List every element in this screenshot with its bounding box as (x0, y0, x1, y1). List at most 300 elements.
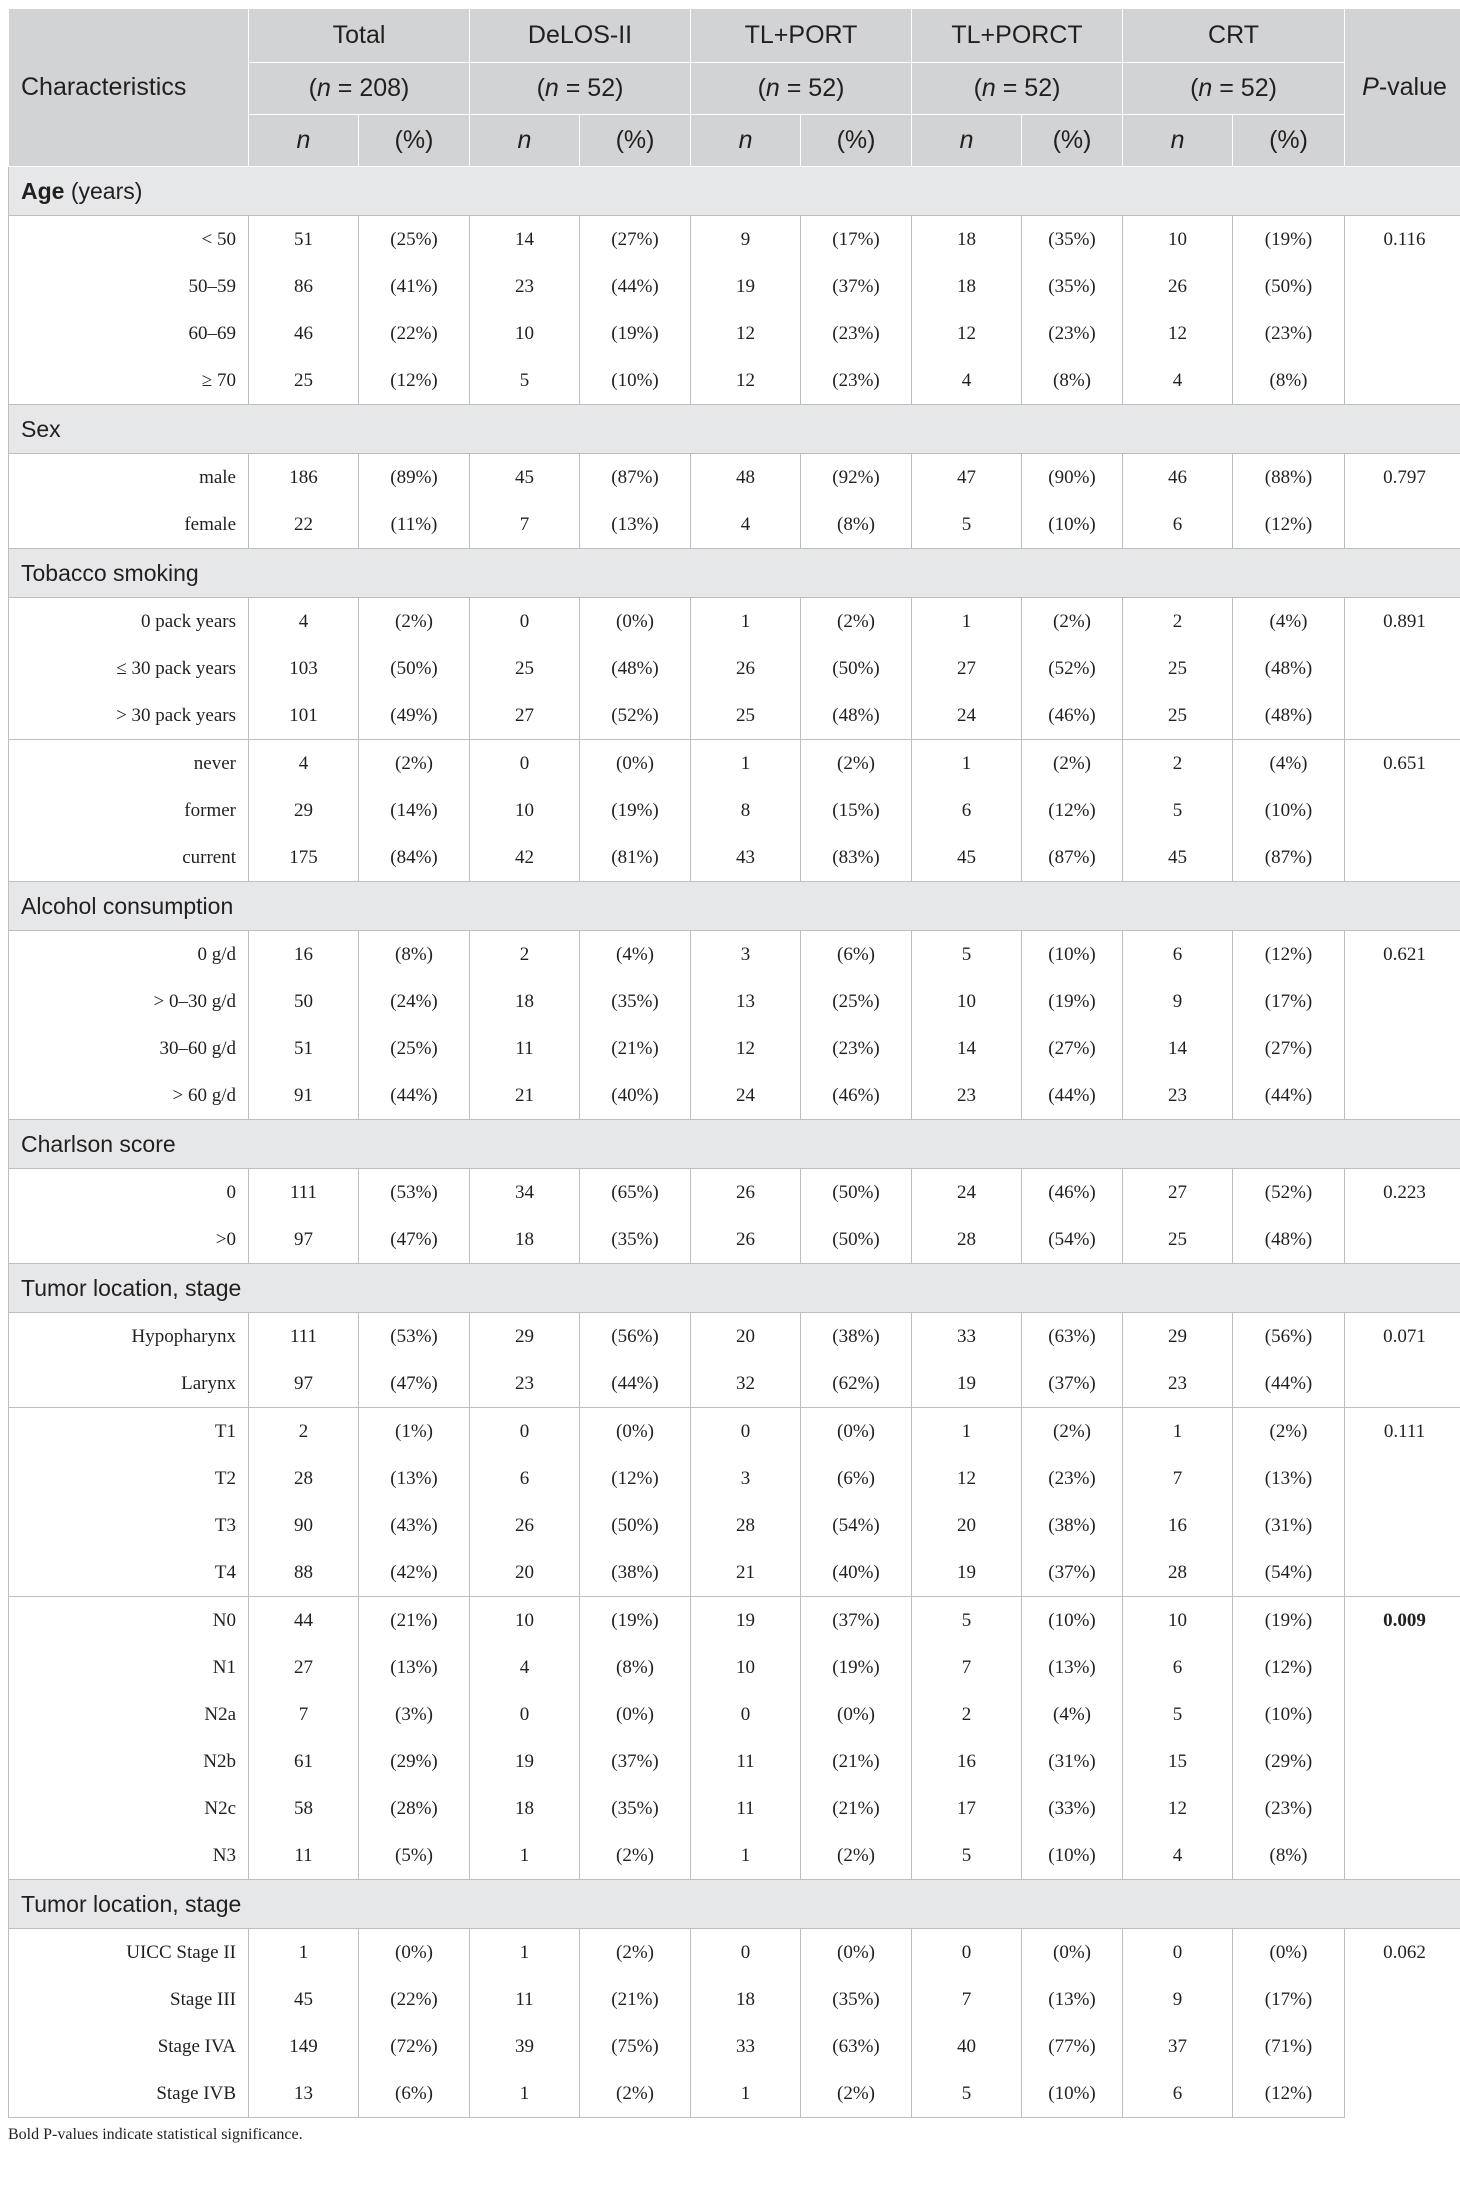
cell-percent: (6%) (359, 2070, 470, 2118)
cell-percent: (4%) (1233, 598, 1345, 646)
row-label: UICC Stage II (9, 1929, 249, 1977)
cell-percent: (37%) (580, 1738, 691, 1785)
cell-percent: (23%) (1233, 1785, 1345, 1832)
cell-percent: (2%) (801, 598, 912, 646)
row-label: female (9, 501, 249, 549)
cell-percent: (4%) (1022, 1691, 1123, 1738)
cell-percent: (21%) (580, 1025, 691, 1072)
table-row (9, 598, 1460, 646)
cell-percent: (12%) (359, 357, 470, 405)
header-characteristics: Characteristics (9, 9, 249, 167)
cell-count: 14 (470, 216, 580, 264)
cell-percent: (50%) (801, 1169, 912, 1217)
cell-count: 0 (470, 1408, 580, 1456)
cell-count: 46 (249, 310, 359, 357)
cell-count: 1 (691, 1832, 801, 1880)
cell-percent: (84%) (359, 834, 470, 882)
cell-percent: (48%) (801, 692, 912, 740)
cell-percent: (2%) (1022, 598, 1123, 646)
cell-percent: (31%) (1022, 1738, 1123, 1785)
cell-count: 3 (691, 931, 801, 979)
row-label: N3 (9, 1832, 249, 1880)
table-row (9, 1408, 1460, 1456)
section-title-text: (years) (64, 177, 143, 204)
row-label: ≥ 70 (9, 357, 249, 405)
cell-count: 12 (1123, 1785, 1233, 1832)
cell-percent: (40%) (580, 1072, 691, 1120)
cell-count: 11 (249, 1832, 359, 1880)
cell-count: 7 (249, 1691, 359, 1738)
table-row (9, 1025, 1460, 1072)
cell-count: 24 (691, 1072, 801, 1120)
cell-percent: (41%) (359, 263, 470, 310)
pvalue-rest: -value (1378, 73, 1447, 101)
cell-count: 4 (912, 357, 1022, 405)
cell-count: 46 (1123, 454, 1233, 502)
cell-percent: (13%) (1233, 1455, 1345, 1502)
cell-count: 25 (249, 357, 359, 405)
cell-percent: (12%) (1233, 501, 1345, 549)
cell-count: 103 (249, 645, 359, 692)
cell-percent: (2%) (580, 1929, 691, 1977)
row-label: former (9, 787, 249, 834)
cell-count: 101 (249, 692, 359, 740)
cell-pvalue: 0.009 (1345, 1597, 1460, 1880)
cell-count: 88 (249, 1549, 359, 1597)
section-header-row (9, 882, 1460, 931)
table-row (9, 263, 1460, 310)
cell-percent: (12%) (1022, 787, 1123, 834)
cell-count: 12 (691, 357, 801, 405)
table-row (9, 310, 1460, 357)
table-header (9, 9, 1460, 167)
table-row (9, 1169, 1460, 1217)
cell-percent: (37%) (801, 1597, 912, 1645)
cell-percent: (29%) (359, 1738, 470, 1785)
cell-count: 47 (912, 454, 1022, 502)
cell-percent: (19%) (1022, 978, 1123, 1025)
section-title-text: Alcohol consumption (21, 892, 234, 919)
cell-count: 25 (1123, 1216, 1233, 1264)
cell-count: 97 (249, 1216, 359, 1264)
cell-count: 21 (470, 1072, 580, 1120)
cell-count: 1 (912, 598, 1022, 646)
cell-count: 13 (249, 2070, 359, 2118)
table-row (9, 1072, 1460, 1120)
cell-percent: (10%) (1233, 787, 1345, 834)
cell-count: 16 (1123, 1502, 1233, 1549)
cell-count: 32 (691, 1360, 801, 1408)
cell-percent: (35%) (580, 1216, 691, 1264)
table-row (9, 740, 1460, 788)
cell-percent: (19%) (580, 1597, 691, 1645)
cell-count: 111 (249, 1313, 359, 1361)
cell-percent: (10%) (1022, 931, 1123, 979)
row-label: N0 (9, 1597, 249, 1645)
cell-count: 1 (691, 740, 801, 788)
cell-pvalue: 0.621 (1345, 931, 1460, 1120)
cell-count: 51 (249, 216, 359, 264)
cell-count: 1 (470, 1832, 580, 1880)
header-group-tlport: TL+PORT (691, 9, 912, 63)
row-label: 0 pack years (9, 598, 249, 646)
cell-percent: (10%) (1022, 1832, 1123, 1880)
cell-percent: (14%) (359, 787, 470, 834)
cell-count: 5 (912, 1832, 1022, 1880)
cell-count: 11 (691, 1738, 801, 1785)
cell-percent: (6%) (801, 1455, 912, 1502)
header-n-tlport: (n = 52) (691, 63, 912, 115)
cell-count: 1 (1123, 1408, 1233, 1456)
cell-percent: (92%) (801, 454, 912, 502)
cell-percent: (0%) (580, 740, 691, 788)
cell-percent: (75%) (580, 2023, 691, 2070)
table-row (9, 692, 1460, 740)
cell-count: 19 (691, 263, 801, 310)
cell-count: 19 (912, 1360, 1022, 1408)
cell-count: 45 (1123, 834, 1233, 882)
cell-count: 37 (1123, 2023, 1233, 2070)
cell-count: 28 (912, 1216, 1022, 1264)
cell-count: 0 (691, 1408, 801, 1456)
cell-percent: (48%) (1233, 645, 1345, 692)
cell-count: 20 (691, 1313, 801, 1361)
cell-percent: (0%) (1022, 1929, 1123, 1977)
cell-count: 26 (1123, 263, 1233, 310)
section-title (9, 1120, 1460, 1169)
cell-count: 26 (691, 1169, 801, 1217)
cell-count: 20 (912, 1502, 1022, 1549)
cell-count: 9 (1123, 1976, 1233, 2023)
table-row (9, 1549, 1460, 1597)
cell-percent: (87%) (580, 454, 691, 502)
header-pct-col: (%) (1233, 115, 1345, 167)
cell-count: 5 (470, 357, 580, 405)
cell-percent: (37%) (1022, 1360, 1123, 1408)
cell-percent: (24%) (359, 978, 470, 1025)
header-n-crt: (n = 52) (1123, 63, 1345, 115)
section-header-row (9, 549, 1460, 598)
cell-percent: (46%) (801, 1072, 912, 1120)
cell-percent: (0%) (801, 1691, 912, 1738)
section-title-text: Charlson score (21, 1130, 176, 1157)
section-header-row (9, 405, 1460, 454)
cell-count: 23 (912, 1072, 1022, 1120)
section-title (9, 405, 1460, 454)
cell-count: 7 (470, 501, 580, 549)
cell-count: 2 (249, 1408, 359, 1456)
cell-percent: (72%) (359, 2023, 470, 2070)
cell-count: 6 (1123, 2070, 1233, 2118)
cell-count: 7 (912, 1976, 1022, 2023)
cell-percent: (47%) (359, 1216, 470, 1264)
cell-percent: (2%) (801, 740, 912, 788)
cell-count: 20 (470, 1549, 580, 1597)
cell-count: 4 (249, 740, 359, 788)
cell-percent: (88%) (1233, 454, 1345, 502)
cell-count: 5 (912, 1597, 1022, 1645)
cell-count: 5 (1123, 787, 1233, 834)
cell-count: 9 (1123, 978, 1233, 1025)
cell-count: 16 (912, 1738, 1022, 1785)
table-row (9, 1738, 1460, 1785)
cell-pvalue: 0.651 (1345, 740, 1460, 882)
cell-count: 19 (470, 1738, 580, 1785)
cell-count: 24 (912, 1169, 1022, 1217)
cell-count: 0 (912, 1929, 1022, 1977)
cell-percent: (52%) (580, 692, 691, 740)
footnote: Bold P-values indicate statistical significance. (8, 2126, 303, 2143)
cell-count: 45 (470, 454, 580, 502)
row-label: 30–60 g/d (9, 1025, 249, 1072)
cell-count: 16 (249, 931, 359, 979)
cell-count: 33 (912, 1313, 1022, 1361)
cell-percent: (52%) (1022, 645, 1123, 692)
section-title (9, 882, 1460, 931)
cell-percent: (4%) (580, 931, 691, 979)
cell-percent: (0%) (1233, 1929, 1345, 1977)
cell-percent: (23%) (801, 1025, 912, 1072)
cell-count: 42 (470, 834, 580, 882)
cell-count: 40 (912, 2023, 1022, 2070)
cell-count: 7 (1123, 1455, 1233, 1502)
cell-percent: (2%) (801, 2070, 912, 2118)
cell-percent: (46%) (1022, 1169, 1123, 1217)
header-pct-col: (%) (801, 115, 912, 167)
table-row (9, 1360, 1460, 1408)
cell-percent: (44%) (359, 1072, 470, 1120)
cell-percent: (10%) (1022, 501, 1123, 549)
cell-percent: (62%) (801, 1360, 912, 1408)
row-label: Stage III (9, 1976, 249, 2023)
cell-count: 1 (691, 2070, 801, 2118)
row-label: current (9, 834, 249, 882)
cell-percent: (40%) (801, 1549, 912, 1597)
cell-count: 149 (249, 2023, 359, 2070)
cell-count: 4 (1123, 357, 1233, 405)
cell-count: 12 (1123, 310, 1233, 357)
cell-percent: (5%) (359, 1832, 470, 1880)
cell-percent: (17%) (1233, 978, 1345, 1025)
cell-percent: (13%) (359, 1455, 470, 1502)
cell-count: 2 (912, 1691, 1022, 1738)
cell-percent: (4%) (1233, 740, 1345, 788)
table-row (9, 787, 1460, 834)
cell-count: 0 (691, 1929, 801, 1977)
row-label: N2c (9, 1785, 249, 1832)
header-n-col: n (691, 115, 801, 167)
cell-percent: (49%) (359, 692, 470, 740)
header-group-delos: DeLOS-II (470, 9, 691, 63)
cell-percent: (54%) (1022, 1216, 1123, 1264)
header-group-crt: CRT (1123, 9, 1345, 63)
cell-count: 12 (912, 1455, 1022, 1502)
cell-count: 11 (470, 1025, 580, 1072)
row-label: < 50 (9, 216, 249, 264)
cell-percent: (87%) (1022, 834, 1123, 882)
cell-count: 23 (1123, 1072, 1233, 1120)
cell-count: 10 (912, 978, 1022, 1025)
header-pct-col: (%) (1022, 115, 1123, 167)
header-pct-col: (%) (359, 115, 470, 167)
cell-percent: (87%) (1233, 834, 1345, 882)
cell-percent: (0%) (580, 598, 691, 646)
cell-percent: (10%) (1022, 2070, 1123, 2118)
cell-count: 27 (249, 1644, 359, 1691)
cell-count: 5 (912, 2070, 1022, 2118)
characteristics-table (8, 8, 1460, 2118)
table-row (9, 1691, 1460, 1738)
row-label: Hypopharynx (9, 1313, 249, 1361)
cell-count: 29 (470, 1313, 580, 1361)
cell-count: 0 (470, 740, 580, 788)
cell-percent: (50%) (580, 1502, 691, 1549)
cell-count: 18 (912, 216, 1022, 264)
cell-count: 6 (1123, 1644, 1233, 1691)
cell-count: 1 (912, 740, 1022, 788)
cell-count: 27 (470, 692, 580, 740)
cell-percent: (2%) (1233, 1408, 1345, 1456)
cell-percent: (3%) (359, 1691, 470, 1738)
table-row (9, 1455, 1460, 1502)
cell-count: 12 (691, 310, 801, 357)
cell-percent: (27%) (580, 216, 691, 264)
cell-percent: (10%) (1233, 1691, 1345, 1738)
cell-count: 39 (470, 2023, 580, 2070)
cell-pvalue: 0.071 (1345, 1313, 1460, 1408)
cell-count: 6 (1123, 501, 1233, 549)
cell-percent: (65%) (580, 1169, 691, 1217)
section-title (9, 1880, 1460, 1929)
section-title-text: Sex (21, 415, 61, 442)
cell-count: 175 (249, 834, 359, 882)
cell-count: 1 (691, 598, 801, 646)
cell-percent: (56%) (580, 1313, 691, 1361)
cell-count: 21 (691, 1549, 801, 1597)
section-title-text: Tobacco smoking (21, 559, 199, 586)
cell-percent: (25%) (359, 1025, 470, 1072)
cell-count: 22 (249, 501, 359, 549)
cell-percent: (8%) (1233, 1832, 1345, 1880)
cell-percent: (35%) (801, 1976, 912, 2023)
cell-count: 28 (249, 1455, 359, 1502)
cell-count: 50 (249, 978, 359, 1025)
cell-count: 5 (912, 501, 1022, 549)
cell-percent: (17%) (1233, 1976, 1345, 2023)
cell-count: 6 (1123, 931, 1233, 979)
cell-percent: (89%) (359, 454, 470, 502)
cell-count: 18 (470, 1785, 580, 1832)
header-n-total: (n = 208) (249, 63, 470, 115)
table-row (9, 1216, 1460, 1264)
cell-count: 10 (470, 310, 580, 357)
cell-percent: (35%) (1022, 216, 1123, 264)
cell-percent: (50%) (801, 645, 912, 692)
cell-count: 18 (470, 1216, 580, 1264)
cell-count: 26 (691, 645, 801, 692)
cell-percent: (0%) (580, 1408, 691, 1456)
cell-percent: (48%) (1233, 692, 1345, 740)
cell-percent: (35%) (1022, 263, 1123, 310)
table-row (9, 1597, 1460, 1645)
cell-percent: (71%) (1233, 2023, 1345, 2070)
header-n-delos: (n = 52) (470, 63, 691, 115)
cell-pvalue: 0.223 (1345, 1169, 1460, 1264)
cell-count: 18 (912, 263, 1022, 310)
cell-percent: (56%) (1233, 1313, 1345, 1361)
row-label: Stage IVA (9, 2023, 249, 2070)
cell-count: 5 (1123, 1691, 1233, 1738)
cell-count: 111 (249, 1169, 359, 1217)
row-label: 60–69 (9, 310, 249, 357)
cell-count: 10 (470, 787, 580, 834)
cell-percent: (1%) (359, 1408, 470, 1456)
cell-count: 23 (470, 1360, 580, 1408)
cell-percent: (44%) (1022, 1072, 1123, 1120)
cell-percent: (10%) (580, 357, 691, 405)
cell-count: 27 (1123, 1169, 1233, 1217)
table-row (9, 834, 1460, 882)
cell-percent: (28%) (359, 1785, 470, 1832)
cell-percent: (2%) (1022, 740, 1123, 788)
table-row (9, 1502, 1460, 1549)
row-label: 0 (9, 1169, 249, 1217)
row-label: >0 (9, 1216, 249, 1264)
cell-count: 28 (1123, 1549, 1233, 1597)
cell-count: 1 (249, 1929, 359, 1977)
row-label: never (9, 740, 249, 788)
cell-percent: (0%) (801, 1929, 912, 1977)
cell-count: 34 (470, 1169, 580, 1217)
cell-percent: (53%) (359, 1169, 470, 1217)
table-row (9, 1976, 1460, 2023)
cell-percent: (90%) (1022, 454, 1123, 502)
section-title-bold: Age (21, 177, 65, 204)
cell-count: 24 (912, 692, 1022, 740)
cell-percent: (25%) (801, 978, 912, 1025)
cell-percent: (50%) (359, 645, 470, 692)
cell-count: 25 (1123, 645, 1233, 692)
row-label: T1 (9, 1408, 249, 1456)
cell-count: 4 (691, 501, 801, 549)
cell-percent: (12%) (1233, 2070, 1345, 2118)
row-label: T4 (9, 1549, 249, 1597)
cell-count: 23 (1123, 1360, 1233, 1408)
cell-percent: (8%) (359, 931, 470, 979)
cell-percent: (33%) (1022, 1785, 1123, 1832)
section-title (9, 549, 1460, 598)
cell-percent: (54%) (801, 1502, 912, 1549)
cell-percent: (53%) (359, 1313, 470, 1361)
cell-percent: (23%) (1233, 310, 1345, 357)
table-row (9, 978, 1460, 1025)
cell-count: 12 (912, 310, 1022, 357)
cell-count: 10 (691, 1644, 801, 1691)
cell-percent: (19%) (1233, 216, 1345, 264)
cell-percent: (15%) (801, 787, 912, 834)
cell-count: 1 (912, 1408, 1022, 1456)
cell-percent: (22%) (359, 310, 470, 357)
table-row (9, 1644, 1460, 1691)
cell-percent: (54%) (1233, 1549, 1345, 1597)
row-label: N1 (9, 1644, 249, 1691)
row-label: 0 g/d (9, 931, 249, 979)
cell-count: 2 (1123, 598, 1233, 646)
cell-percent: (35%) (580, 978, 691, 1025)
cell-count: 13 (691, 978, 801, 1025)
section-title-text: Tumor location, stage (21, 1274, 242, 1301)
cell-percent: (13%) (580, 501, 691, 549)
